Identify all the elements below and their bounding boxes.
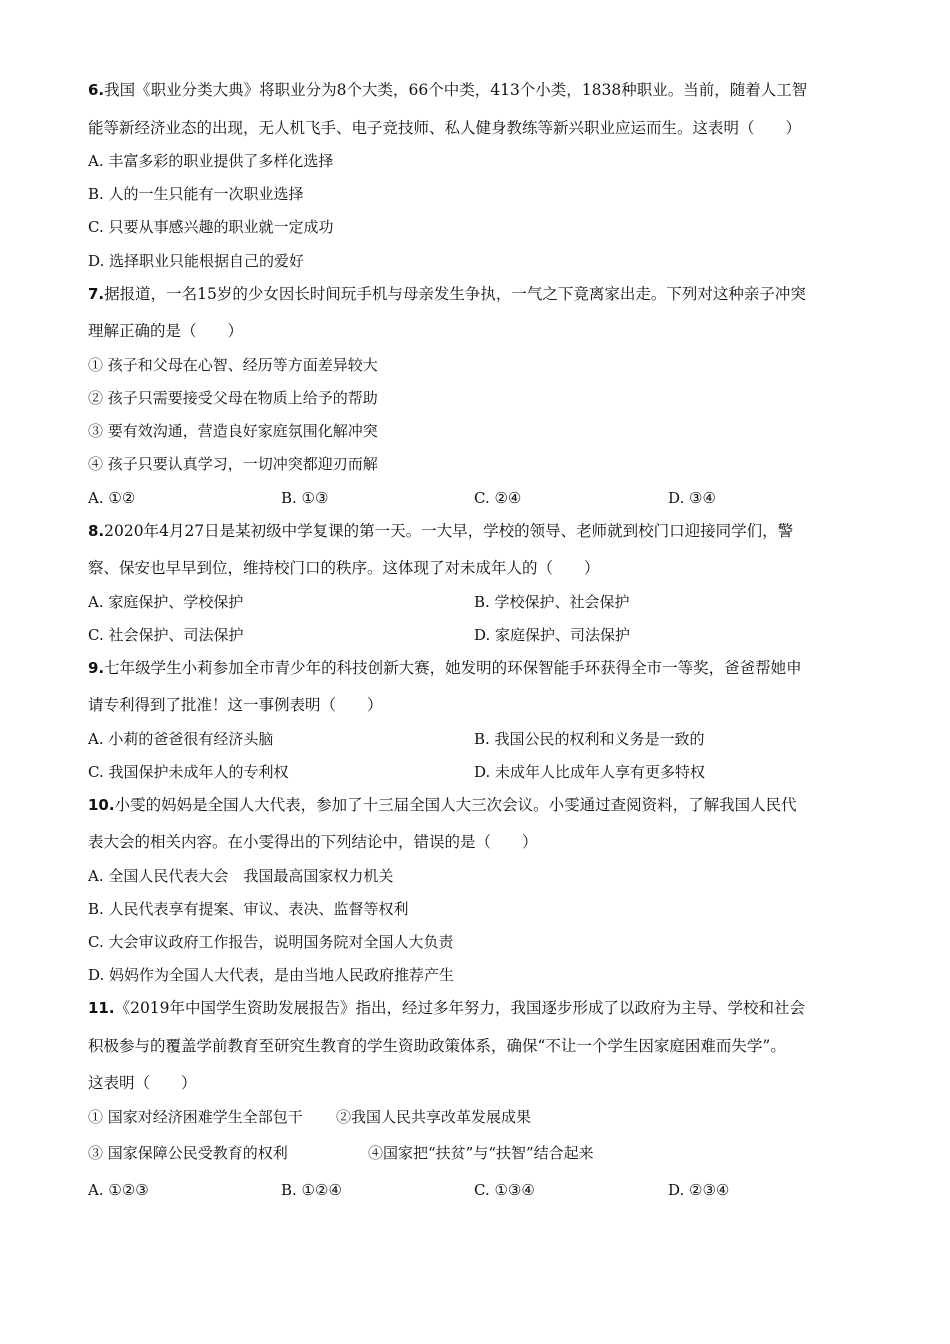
- question-10-line-2: 表大会的相关内容。在小雯得出的下列结论中，错误的是（ ）: [88, 833, 538, 851]
- question-11-option-d[interactable]: D. ②③④: [668, 1181, 730, 1199]
- question-11-option-b[interactable]: B. ①②④: [281, 1181, 342, 1199]
- question-7-option-a[interactable]: A. ①②: [88, 489, 136, 507]
- question-6-option-b[interactable]: B. 人的一生只能有一次职业选择: [88, 185, 304, 203]
- question-10-option-b[interactable]: B. 人民代表享有提案、审议、表决、监督等权利: [88, 900, 409, 918]
- question-6-line-2: 能等新经济业态的出现，无人机飞手、电子竞技师、私人健身教练等新兴职业应运而生。这表明（ ）: [88, 119, 802, 137]
- question-11-line-3: 这表明（ ）: [88, 1074, 197, 1092]
- question-9-option-b[interactable]: B. 我国公民的权利和义务是一致的: [474, 730, 705, 748]
- question-11-option-a[interactable]: A. ①②③: [88, 1181, 149, 1199]
- question-6-option-c[interactable]: C. 只要从事感兴趣的职业就一定成功: [88, 218, 334, 236]
- question-7-line-2: 理解正确的是（ ）: [88, 322, 244, 340]
- question-6-line-1: 6.我国《职业分类大典》将职业分为8个大类，66个中类，413个小类，1838种职业。当前，随着人工智: [88, 81, 808, 99]
- question-7-line-1: 7.据报道，一名15岁的少女因长时间玩手机与母亲发生争执，一气之下竟离家出走。下列对这种亲子冲突: [88, 285, 806, 303]
- question-9-line-2: 请专利得到了批准！这一事例表明（ ）: [88, 696, 383, 714]
- question-9-line-1: 9.七年级学生小莉参加全市青少年的科技创新大赛，她发明的环保智能手环获得全市一等奖，爸爸帮她申: [88, 659, 802, 677]
- question-10-option-a[interactable]: A. 全国人民代表大会 我国最高国家权力机关: [88, 867, 394, 885]
- question-11-line-2: 积极参与的覆盖学前教育至研究生教育的学生资助政策体系，确保“不让一个学生因家庭困难而失学”。: [88, 1037, 786, 1055]
- question-10-line-1: 10.小雯的妈妈是全国人大代表，参加了十三届全国人大三次会议。小雯通过查阅资料，了解我国人民代: [88, 796, 797, 814]
- question-7-statement-1: ① 孩子和父母在心智、经历等方面差异较大: [88, 356, 378, 374]
- question-7-option-d[interactable]: D. ③④: [668, 489, 716, 507]
- question-7-statement-2: ② 孩子只需要接受父母在物质上给予的帮助: [88, 389, 378, 407]
- question-8-option-d[interactable]: D. 家庭保护、司法保护: [474, 626, 631, 644]
- question-8-number: 8.: [88, 522, 105, 540]
- question-7-statement-3: ③ 要有效沟通，营造良好家庭氛围化解冲突: [88, 422, 378, 440]
- question-8-line-1: 8.2020年4月27日是某初级中学复课的第一天。一大早，学校的领导、老师就到校门口迎接同学们，警: [88, 522, 794, 540]
- question-10-option-c[interactable]: C. 大会审议政府工作报告，说明国务院对全国人大负责: [88, 933, 454, 951]
- question-6-option-d[interactable]: D. 选择职业只能根据自己的爱好: [88, 252, 305, 270]
- question-11-statement-2: ②我国人民共享改革发展成果: [336, 1108, 532, 1126]
- question-11-line-1: 11.《2019年中国学生资助发展报告》指出，经过多年努力，我国逐步形成了以政府为主导、学校和社会: [88, 999, 806, 1017]
- question-11-statement-4: ④国家把“扶贫”与“扶智”结合起来: [368, 1144, 594, 1162]
- question-10-option-d[interactable]: D. 妈妈作为全国人大代表，是由当地人民政府推荐产生: [88, 966, 455, 984]
- question-11-option-c[interactable]: C. ①③④: [474, 1181, 535, 1199]
- question-8-option-c[interactable]: C. 社会保护、司法保护: [88, 626, 244, 644]
- question-9-option-d[interactable]: D. 未成年人比成年人享有更多特权: [474, 763, 706, 781]
- question-8-line-2: 察、保安也早早到位，维持校门口的秩序。这体现了对未成年人的（ ）: [88, 559, 600, 577]
- question-7-option-b[interactable]: B. ①③: [281, 489, 329, 507]
- question-9-option-c[interactable]: C. 我国保护未成年人的专利权: [88, 763, 289, 781]
- question-11-statement-1: ① 国家对经济困难学生全部包干: [88, 1108, 303, 1126]
- question-11-number: 11.: [88, 999, 115, 1017]
- question-11-statement-3: ③ 国家保障公民受教育的权利: [88, 1144, 288, 1162]
- question-6-option-a[interactable]: A. 丰富多彩的职业提供了多样化选择: [88, 152, 334, 170]
- question-8-option-a[interactable]: A. 家庭保护、学校保护: [88, 593, 244, 611]
- question-7-option-c[interactable]: C. ②④: [474, 489, 522, 507]
- question-8-option-b[interactable]: B. 学校保护、社会保护: [474, 593, 630, 611]
- question-9-option-a[interactable]: A. 小莉的爸爸很有经济头脑: [88, 730, 274, 748]
- question-10-number: 10.: [88, 796, 115, 814]
- question-7-number: 7.: [88, 285, 105, 303]
- question-6-number: 6.: [88, 81, 105, 99]
- question-9-number: 9.: [88, 659, 105, 677]
- question-7-statement-4: ④ 孩子只要认真学习，一切冲突都迎刃而解: [88, 455, 378, 473]
